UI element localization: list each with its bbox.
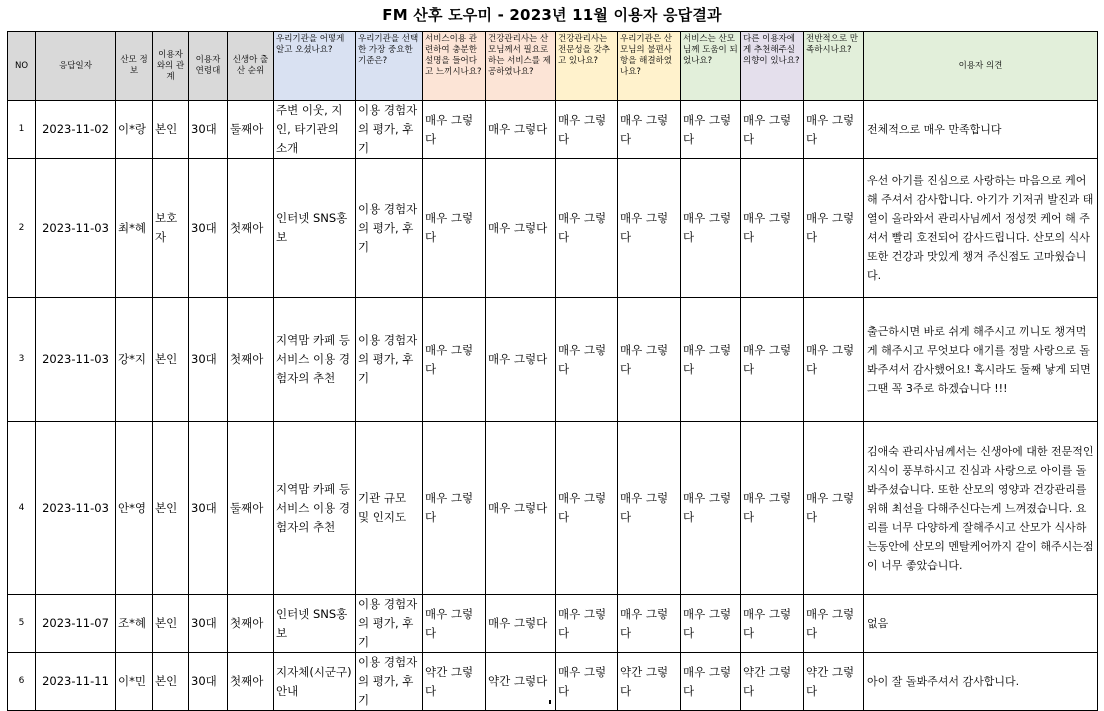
- cell-date: 2023-11-03: [36, 422, 116, 595]
- table-row: [8, 298, 1098, 422]
- cell-date: 2023-11-02: [36, 101, 116, 159]
- cell-opinion: 아이 잘 돌봐주셔서 감사합니다.: [864, 653, 1098, 711]
- cell-q9: 매우 그렇다: [804, 159, 864, 298]
- cell-q3: 매우 그렇다: [423, 595, 486, 653]
- cell-q1: 지자체(시군구) 안내: [274, 653, 356, 711]
- cell-q6: 매우 그렇다: [618, 101, 681, 159]
- cell-q6: 매우 그렇다: [618, 595, 681, 653]
- cell-q5: 매우 그렇다: [556, 101, 618, 159]
- cell-q4: 매우 그렇다: [486, 298, 556, 422]
- table-row: [8, 653, 1098, 711]
- cell-q1: 주변 이웃, 지인, 타기관의 소개: [274, 101, 356, 159]
- cell-q5: 매우 그렇다: [556, 298, 618, 422]
- cell-q7: 매우 그렇다: [681, 298, 741, 422]
- page-break-marker: [549, 700, 551, 704]
- cell-q7: 매우 그렇다: [681, 101, 741, 159]
- cell-q9: 매우 그렇다: [804, 298, 864, 422]
- cell-q3: 매우 그렇다: [423, 101, 486, 159]
- cell-no: 1: [8, 101, 36, 159]
- header-opinion: 이용자 의견: [864, 32, 1098, 101]
- cell-q5: 매우 그렇다: [556, 422, 618, 595]
- cell-opinion: 우선 아기를 진심으로 사랑하는 마음으로 케어 해 주셔서 감사합니다. 아기가 기저귀 발진과 태열이 올라와서 관리사님께서 정성껏 케어 해 주셔서 빨리 호전되어 감사드립니다. 산모의 식사 또한 건강과 맛있게 챙겨 주신점도 고마웠습니다.: [864, 159, 1098, 298]
- header-q3: 서비스이용 관련하여 충분한 설명을 들어다고 느끼시나요?: [423, 32, 486, 101]
- cell-q5: 매우 그렇다: [556, 653, 618, 711]
- cell-opinion: 전체적으로 매우 만족합니다: [864, 101, 1098, 159]
- header-q9: 전반적으로 만족하시나요?: [804, 32, 864, 101]
- cell-mother: 이*랑: [116, 101, 153, 159]
- cell-opinion: 없음: [864, 595, 1098, 653]
- cell-q8: 매우 그렇다: [741, 422, 804, 595]
- header-row: [8, 32, 1098, 101]
- header-q5: 건강관리사는 전문성을 갖추고 있나요?: [556, 32, 618, 101]
- cell-q8: 매우 그렇다: [741, 159, 804, 298]
- header-mother: 산모 정보: [116, 32, 153, 101]
- cell-q7: 매우 그렇다: [681, 159, 741, 298]
- header-birth-order: 신생아 출산 순위: [228, 32, 274, 101]
- cell-q8: 약간 그렇다: [741, 653, 804, 711]
- header-q6: 우리기관은 산모님의 불편사항을 해결하였나요?: [618, 32, 681, 101]
- cell-q9: 약간 그렇다: [804, 653, 864, 711]
- cell-no: 3: [8, 298, 36, 422]
- cell-no: 6: [8, 653, 36, 711]
- cell-date: 2023-11-11: [36, 653, 116, 711]
- cell-q4: 매우 그렇다: [486, 159, 556, 298]
- table-row: [8, 595, 1098, 653]
- cell-opinion: 김애숙 관리사님께서는 신생아에 대한 전문적인 지식이 풍부하시고 진심과 사랑으로 아이를 돌봐주셨습니다. 또한 산모의 영양과 건강관리를 위해 최선을 다해주신다는게 느껴졌습니다. 요리를 너무 다양하게 잘해주시고 산모가 식사하는동안에 산모의 멘탈케어까지 같이 해주시는점이 너무 좋았습니다.: [864, 422, 1098, 595]
- cell-mother: 안*영: [116, 422, 153, 595]
- cell-mother: 이*민: [116, 653, 153, 711]
- cell-age: 30대: [189, 595, 228, 653]
- cell-q2: 이용 경험자의 평가, 후기: [356, 298, 423, 422]
- cell-q1: 지역맘 카페 등 서비스 이용 경험자의 추천: [274, 298, 356, 422]
- table-row: [8, 101, 1098, 159]
- cell-age: 30대: [189, 653, 228, 711]
- header-date: 응답일자: [36, 32, 116, 101]
- cell-age: 30대: [189, 159, 228, 298]
- cell-relation: 본인: [153, 422, 189, 595]
- cell-q7: 매우 그렇다: [681, 595, 741, 653]
- table-row: [8, 159, 1098, 298]
- cell-q4: 매우 그렇다: [486, 595, 556, 653]
- cell-q5: 매우 그렇다: [556, 159, 618, 298]
- survey-results-table: [7, 31, 1098, 711]
- cell-q2: 이용 경험자의 평가, 후기: [356, 595, 423, 653]
- cell-q3: 약간 그렇다: [423, 653, 486, 711]
- cell-relation: 본인: [153, 653, 189, 711]
- cell-birth-order: 둘째아: [228, 422, 274, 595]
- cell-birth-order: 첫째아: [228, 298, 274, 422]
- cell-q6: 매우 그렇다: [618, 159, 681, 298]
- header-age: 이용자 연령대: [189, 32, 228, 101]
- cell-birth-order: 첫째아: [228, 595, 274, 653]
- cell-q4: 매우 그렇다: [486, 101, 556, 159]
- cell-q3: 매우 그렇다: [423, 159, 486, 298]
- cell-q8: 매우 그렇다: [741, 298, 804, 422]
- header-no: NO: [8, 32, 36, 101]
- cell-q1: 인터넷 SNS홍보: [274, 595, 356, 653]
- header-q8: 다른 이용자에게 추천해주실 의향이 있나요?: [741, 32, 804, 101]
- cell-q8: 매우 그렇다: [741, 595, 804, 653]
- cell-q3: 매우 그렇다: [423, 298, 486, 422]
- cell-q1: 인터넷 SNS홍보: [274, 159, 356, 298]
- cell-q7: 매우 그렇다: [681, 422, 741, 595]
- table-row: [8, 422, 1098, 595]
- cell-mother: 강*지: [116, 298, 153, 422]
- cell-q8: 매우 그렇다: [741, 101, 804, 159]
- header-q4: 건강관리사는 산모님께서 필요로 하는 서비스를 제공하였나요?: [486, 32, 556, 101]
- cell-age: 30대: [189, 422, 228, 595]
- cell-age: 30대: [189, 101, 228, 159]
- cell-q9: 매우 그렇다: [804, 595, 864, 653]
- cell-no: 5: [8, 595, 36, 653]
- cell-q2: 이용 경험자의 평가, 후기: [356, 653, 423, 711]
- header-relation: 이용자와의 관계: [153, 32, 189, 101]
- cell-q6: 약간 그렇다: [618, 653, 681, 711]
- cell-q6: 매우 그렇다: [618, 298, 681, 422]
- cell-birth-order: 둘째아: [228, 101, 274, 159]
- header-q7: 서비스는 산모님께 도움이 되었나요?: [681, 32, 741, 101]
- header-q1: 우리기관을 어떻게 알고 오셨나요?: [274, 32, 356, 101]
- cell-date: 2023-11-07: [36, 595, 116, 653]
- cell-q2: 기관 규모 및 인지도: [356, 422, 423, 595]
- cell-mother: 조*혜: [116, 595, 153, 653]
- cell-relation: 보호자: [153, 159, 189, 298]
- sheet-title: FM 산후 도우미 - 2023년 11월 이용자 응답결과: [382, 6, 722, 24]
- cell-relation: 본인: [153, 595, 189, 653]
- cell-mother: 최*혜: [116, 159, 153, 298]
- cell-q5: 매우 그렇다: [556, 595, 618, 653]
- cell-birth-order: 첫째아: [228, 159, 274, 298]
- cell-date: 2023-11-03: [36, 298, 116, 422]
- cell-date: 2023-11-03: [36, 159, 116, 298]
- cell-age: 30대: [189, 298, 228, 422]
- cell-relation: 본인: [153, 101, 189, 159]
- cell-q4: 매우 그렇다: [486, 422, 556, 595]
- cell-no: 2: [8, 159, 36, 298]
- cell-q9: 매우 그렇다: [804, 422, 864, 595]
- cell-q1: 지역맘 카페 등 서비스 이용 경험자의 추천: [274, 422, 356, 595]
- cell-q2: 이용 경험자의 평가, 후기: [356, 159, 423, 298]
- cell-birth-order: 첫째아: [228, 653, 274, 711]
- cell-q9: 매우 그렇다: [804, 101, 864, 159]
- cell-q2: 이용 경험자의 평가, 후기: [356, 101, 423, 159]
- cell-relation: 본인: [153, 298, 189, 422]
- cell-q4: 약간 그렇다: [486, 653, 556, 711]
- cell-q3: 매우 그렇다: [423, 422, 486, 595]
- cell-opinion: 출근하시면 바로 쉬게 해주시고 끼니도 챙겨먹게 해주시고 무엇보다 애기를 정말 사랑으로 돌봐주셔서 감사했어요! 혹시라도 둘째 낳게 되면 그땐 꼭 3주로 하겠습니다 !!!: [864, 298, 1098, 422]
- header-q2: 우리기관을 선택한 가장 중요한 기준은?: [356, 32, 423, 101]
- cell-q6: 매우 그렇다: [618, 422, 681, 595]
- cell-q7: 매우 그렇다: [681, 653, 741, 711]
- cell-no: 4: [8, 422, 36, 595]
